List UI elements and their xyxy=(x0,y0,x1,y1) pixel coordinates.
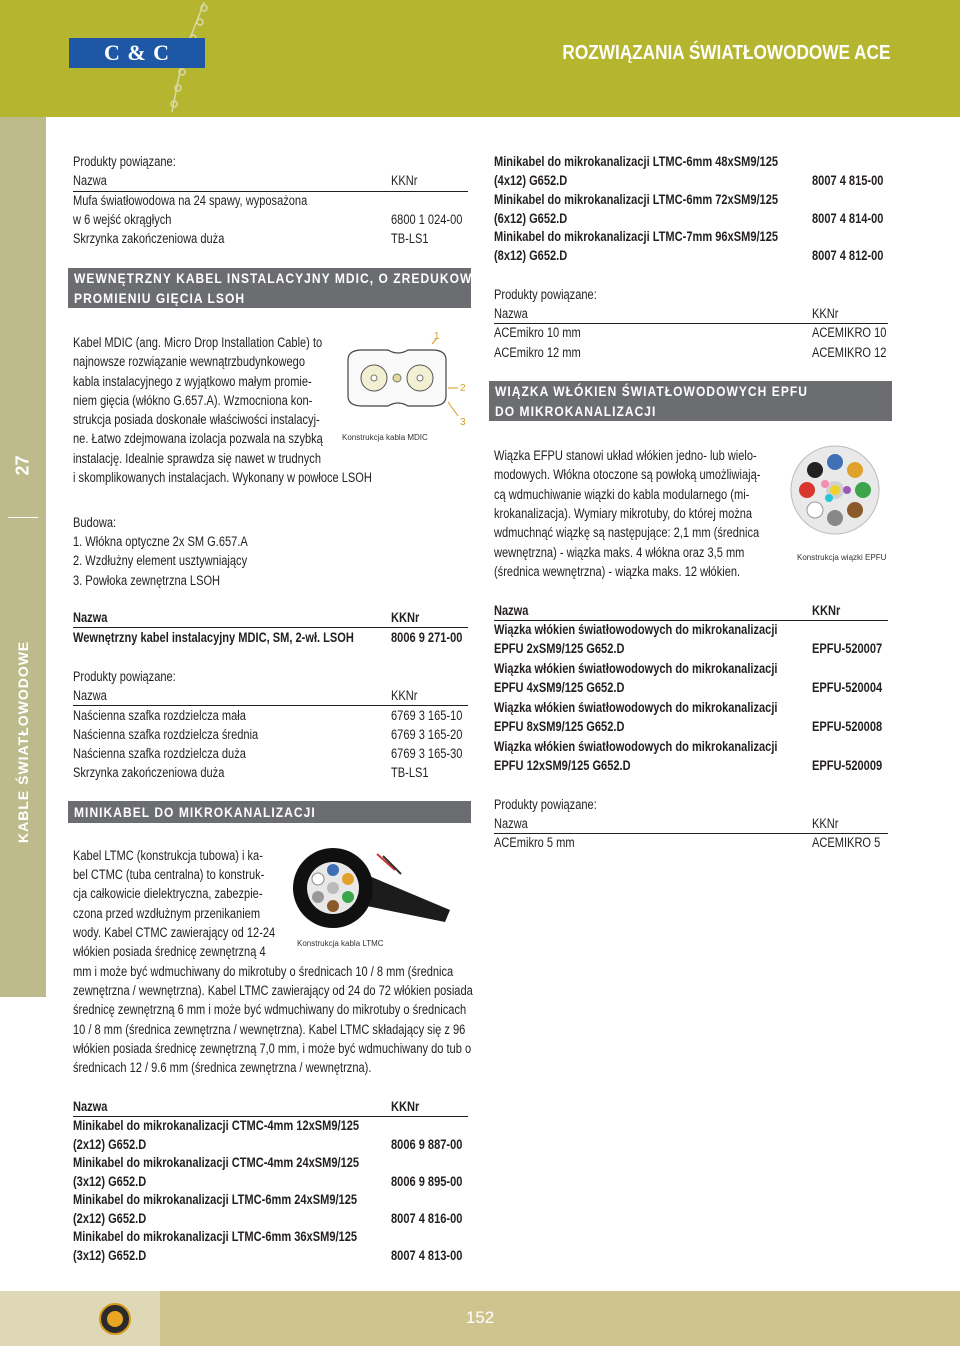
table-cell-code: 8006 9 271-00 xyxy=(391,630,463,645)
table-cell-name: Mufa światłowodowa na 24 spawy, wyposażona xyxy=(73,193,308,208)
paragraph-line: zewnętrzna / wewnętrzna). Kabel LTMC zawierający od 24 do 72 włókien posiada xyxy=(73,983,473,998)
table-cell-name: (3x12) G652.D xyxy=(73,1174,147,1189)
table-cell-name: Wewnętrzny kabel instalacyjny MDIC, SM, 2-wł. LSOH xyxy=(73,630,354,645)
table-cell-code: ACEMIKRO 12 xyxy=(812,345,887,360)
paragraph-line: Wiązka EFPU stanowi układ włókien jedno- lub wielo- xyxy=(494,448,757,463)
table-cell-code: 6769 3 165-20 xyxy=(391,727,463,742)
section-band-mdic xyxy=(68,268,512,308)
table-cell-name: Minikabel do mikrokanalizacji LTMC-7mm 96xSM9/125 xyxy=(494,229,779,244)
table-cell-name: Minikabel do mikrokanalizacji LTMC-6mm 48xSM9/125 xyxy=(494,154,779,169)
paragraph-line: Kabel LTMC (konstrukcja tubowa) i ka- xyxy=(73,848,263,863)
table-cell-name: Naścienna szafka rozdzielcza mała xyxy=(73,708,246,723)
paragraph-line: wody. Kabel CTMC zawierający od 12-24 xyxy=(73,925,276,940)
table-cell-name: Wiązka włókien światłowodowych do mikrokanalizacji xyxy=(494,622,778,637)
ltmc-cable-diagram xyxy=(285,840,470,940)
figure-label: 3 xyxy=(460,417,466,428)
page-header xyxy=(0,0,960,117)
table-cell-code: 8007 4 814-00 xyxy=(812,211,884,226)
section-title-line: DO MIKROKANALIZACJI xyxy=(495,403,657,419)
paragraph-line: niem gięcia (włókno G.657.A). Wzmocniona kon- xyxy=(73,393,313,408)
figure-label: 1 xyxy=(434,331,440,342)
paragraph-line: cja całkowicie dielektryczna, zabezpie- xyxy=(73,886,263,901)
col-name-header: Nazwa xyxy=(73,688,107,703)
table-cell-name: Wiązka włókien światłowodowych do mikrokanalizacji xyxy=(494,700,778,715)
figure-caption: Konstrukcja wiązki EPFU xyxy=(797,553,887,562)
table-cell-name: Minikabel do mikrokanalizacji CTMC-4mm 24xSM9/125 xyxy=(73,1155,360,1170)
header-title: ROZWIĄZANIA ŚWIATŁOWODOWE ACE xyxy=(561,42,890,64)
col-code-header: KKNr xyxy=(812,816,839,831)
side-strip-lower xyxy=(0,997,46,1291)
table-cell-name: (2x12) G652.D xyxy=(73,1137,147,1152)
table-cell-name: Minikabel do mikrokanalizacji LTMC-6mm 72xSM9/125 xyxy=(494,192,779,207)
section-title-line: WEWNĘTRZNY KABEL INSTALACYJNY MDIC, O ZREDUKOWANYM xyxy=(74,270,512,286)
table-cell-name: EPFU 12xSM9/125 G652.D xyxy=(494,758,631,773)
related-heading: Produkty powiązane: xyxy=(73,154,176,169)
table-cell-name: Wiązka włókien światłowodowych do mikrokanalizacji xyxy=(494,739,778,754)
table-cell-code: EPFU-520008 xyxy=(812,719,883,734)
table-cell-code: 8007 4 815-00 xyxy=(812,173,884,188)
related-heading: Produkty powiązane: xyxy=(494,797,597,812)
col-name-header: Nazwa xyxy=(494,306,528,321)
table-cell-code: ACEMIKRO 5 xyxy=(812,835,881,850)
section-band-minikabel xyxy=(68,801,471,823)
footer-logo-icon xyxy=(99,1303,131,1335)
build-item: 3. Powłoka zewnętrzna LSOH xyxy=(73,573,221,588)
mdic-cable-diagram xyxy=(340,330,475,430)
paragraph-line: instalację. Idealnie sprawdza się nawet w trudnych xyxy=(73,451,321,466)
col-name-header: Nazwa xyxy=(73,173,107,188)
table-cell-name: EPFU 8xSM9/125 G652.D xyxy=(494,719,625,734)
paragraph-line: średnicach 12 / 9.6 mm (średnica zewnętrzna / wewnętrzna). xyxy=(73,1060,372,1075)
footer-page-number: 152 xyxy=(465,1308,495,1327)
table-cell-code: ACEMIKRO 10 xyxy=(812,325,887,340)
table-cell-name: Minikabel do mikrokanalizacji LTMC-6mm 36xSM9/125 xyxy=(73,1229,358,1244)
section-title-line: WIĄZKA WŁÓKIEN ŚWIATŁOWODOWYCH EPFU xyxy=(495,383,809,399)
related-heading: Produkty powiązane: xyxy=(494,287,597,302)
table-cell-code: 8006 9 887-00 xyxy=(391,1137,463,1152)
paragraph-line: i skomplikowanych instalacjach. Wykonany w powłoce LSOH xyxy=(73,470,372,485)
table-cell-code: 6800 1 024-00 xyxy=(391,212,463,227)
table-cell-name: ACEmikro 5 mm xyxy=(494,835,575,850)
paragraph-line: krokanalizacja). Wymiary mikrotuby, do której można xyxy=(494,506,753,521)
table-cell-code: 8006 9 895-00 xyxy=(391,1174,463,1189)
table-cell-name: (6x12) G652.D xyxy=(494,211,568,226)
table-cell-name: (4x12) G652.D xyxy=(494,173,568,188)
table-cell-name: EPFU 4xSM9/125 G652.D xyxy=(494,680,625,695)
side-strip xyxy=(0,117,46,997)
paragraph-line: kabla instalacyjnego z wyjątkowo małym promie- xyxy=(73,374,312,389)
col-code-header: KKNr xyxy=(812,603,841,618)
paragraph-line: strukcja posiada doskonałe właściwości instalacyj- xyxy=(73,412,320,427)
table-cell-name: Minikabel do mikrokanalizacji CTMC-4mm 12xSM9/125 xyxy=(73,1118,360,1133)
table-cell-code: TB-LS1 xyxy=(391,231,429,246)
table-cell-code: TB-LS1 xyxy=(391,765,429,780)
related-heading: Produkty powiązane: xyxy=(73,669,176,684)
col-code-header: KKNr xyxy=(391,610,420,625)
paragraph-line: cą wdmuchiwanie wiązki do kabla modularnego (mi- xyxy=(494,487,750,502)
table-cell-name: (8x12) G652.D xyxy=(494,248,568,263)
company-logo: C & C xyxy=(69,38,205,68)
table-cell-name: ACEmikro 10 mm xyxy=(494,325,581,340)
table-cell-name: Minikabel do mikrokanalizacji LTMC-6mm 24xSM9/125 xyxy=(73,1192,358,1207)
table-cell-code: 8007 4 813-00 xyxy=(391,1248,463,1263)
table-cell-name: (3x12) G652.D xyxy=(73,1248,147,1263)
build-item: 1. Włókna optyczne 2x SM G.657.A xyxy=(73,534,248,549)
paragraph-line: czona przed wzdłużnym przenikaniem xyxy=(73,906,261,921)
table-cell-name: Naścienna szafka rozdzielcza duża xyxy=(73,746,246,761)
paragraph-line: bel CTMC (tuba centralna) to konstruk- xyxy=(73,867,265,882)
figure-caption: Konstrukcja kabla LTMC xyxy=(297,939,384,948)
section-title-line: MINIKABEL DO MIKROKANALIZACJI xyxy=(74,804,316,820)
table-cell-code: 8007 4 812-00 xyxy=(812,248,884,263)
footer-page-box xyxy=(160,1291,960,1346)
col-code-header: KKNr xyxy=(812,306,839,321)
col-code-header: KKNr xyxy=(391,1099,420,1114)
table-cell-name: (2x12) G652.D xyxy=(73,1211,147,1226)
col-code-header: KKNr xyxy=(391,688,418,703)
col-name-header: Nazwa xyxy=(73,1099,108,1114)
col-name-header: Nazwa xyxy=(494,816,528,831)
table-cell-code: EPFU-520004 xyxy=(812,680,883,695)
paragraph-line: ne. Łatwo zdejmowana izolacja pozwala na szybką xyxy=(73,431,323,446)
table-cell-name: ACEmikro 12 mm xyxy=(494,345,581,360)
paragraph-line: włókien posiada średnicę zewnętrzną 7,0 mm, i może być wdmuchiwany do tub o xyxy=(73,1041,472,1056)
paragraph-line: Kabel MDIC (ang. Micro Drop Installation Cable) to xyxy=(73,335,323,350)
side-section-label: KABLE ŚWIATŁOWODOWE xyxy=(15,640,31,843)
table-cell-code: 6769 3 165-10 xyxy=(391,708,463,723)
table-cell-name: Skrzynka zakończeniowa duża xyxy=(73,765,225,780)
paragraph-line: modowych. Włókna otoczone są powłoką umożliwiają- xyxy=(494,467,761,482)
build-item: 2. Wzdłużny element usztywniający xyxy=(73,553,248,568)
section-title-line: PROMIENIU GIĘCIA LSOH xyxy=(74,290,246,306)
paragraph-line: wewnętrzna) - wiązka maks. 4 włókna oraz 3,5 mm xyxy=(494,545,745,560)
paragraph-line: włókien posiada średnicę zewnętrzną 4 xyxy=(73,944,266,959)
table-cell-code: EPFU-520009 xyxy=(812,758,883,773)
paragraph-line: mm i może być wdmuchiwany do mikrotuby o średnicach 10 / 8 mm (średnica xyxy=(73,964,454,979)
side-divider xyxy=(8,517,38,518)
col-name-header: Nazwa xyxy=(73,610,108,625)
figure-label: 2 xyxy=(460,383,466,394)
table-cell-code: 6769 3 165-30 xyxy=(391,746,463,761)
table-cell-name: w 6 wejść okrągłych xyxy=(73,212,172,227)
section-band-epfu xyxy=(489,381,892,421)
epfu-bundle-diagram xyxy=(785,440,885,540)
figure-caption: Konstrukcja kabla MDIC xyxy=(342,433,428,442)
col-name-header: Nazwa xyxy=(494,603,529,618)
paragraph-line: 10 / 8 mm (średnica zewnętrzna / wewnętrzna). Kabel LTMC składający się z 96 xyxy=(73,1022,466,1037)
table-cell-code: 8007 4 816-00 xyxy=(391,1211,463,1226)
table-cell-code: EPFU-520007 xyxy=(812,641,883,656)
paragraph-line: najnowsze rozwiązanie wewnątrzbudynkowego xyxy=(73,354,305,369)
table-cell-name: Wiązka włókien światłowodowych do mikrokanalizacji xyxy=(494,661,778,676)
paragraph-line: (średnica wewnętrzna) - wiązka maks. 12 włókien. xyxy=(494,564,741,579)
table-cell-name: Skrzynka zakończeniowa duża xyxy=(73,231,225,246)
table-cell-name: Naścienna szafka rozdzielcza średnia xyxy=(73,727,259,742)
col-code-header: KKNr xyxy=(391,173,418,188)
paragraph-line: średnicę zewnętrzną 6 mm i może być wdmuchiwany do mikrotuby o średnicach xyxy=(73,1002,467,1017)
table-cell-name: EPFU 2xSM9/125 G652.D xyxy=(494,641,625,656)
build-heading: Budowa: xyxy=(73,515,117,530)
side-page-number: 27 xyxy=(12,455,33,476)
paragraph-line: wdmuchnąć wiązkę są następujące: 2,1 mm (średnica xyxy=(494,525,760,540)
